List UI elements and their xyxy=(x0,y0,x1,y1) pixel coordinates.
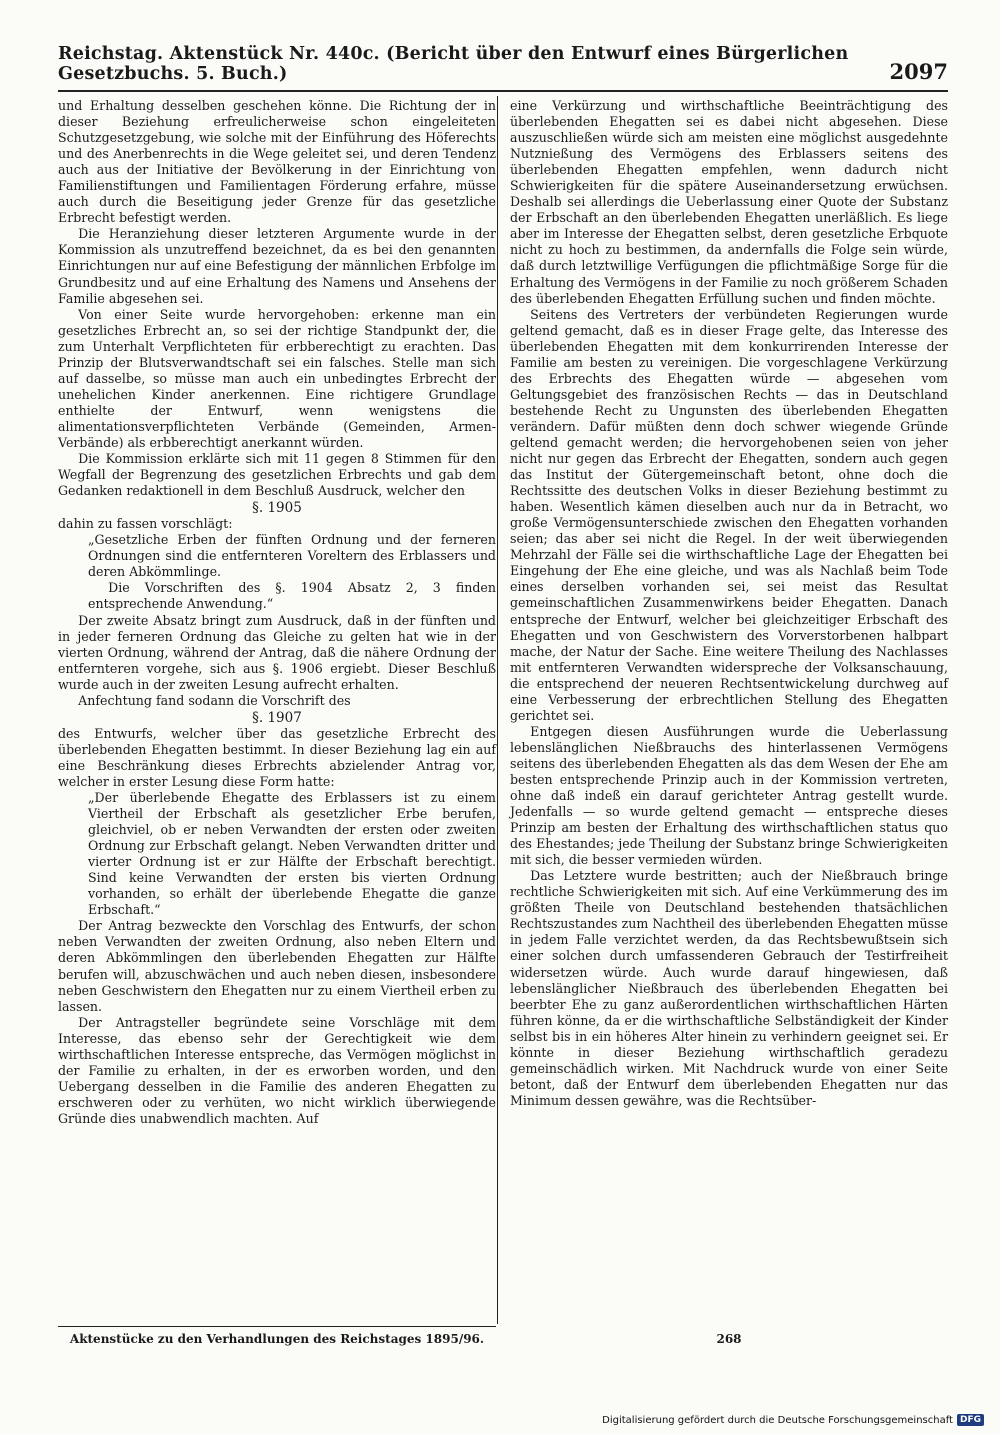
paragraph: und Erhaltung desselben geschehen könne. Die Richtung der in dieser Beziehung erfreulicherweise schon eingeleiteten Schutzgesetzgebung, wie solche mit der Einführung des Höferechts und des Anerbenrechts in die Wege geleitet sei, und deren Tendenz auch aus der Initiative der Bevölkerung in der Einrichtung von Familienstiftungen und Familientagen Förderung erfahre, müsse auch durch die Beseitigung jeder Grenze für das gesetzliche Erbrecht befestigt werden. xyxy=(58,98,496,226)
paragraph: Die Heranziehung dieser letzteren Argumente wurde in der Kommission als unzutreffend bezeichnet, da es bei den genannten Einrichtungen nur auf eine Befestigung der männlichen Erbfolge im Grundbesitz und auf eine Erhaltung des Namens und Ansehens der Familie abgesehen sei. xyxy=(58,226,496,306)
header-title: Reichstag. Aktenstück Nr. 440c. (Bericht über den Entwurf eines Bürgerlichen Gesetzbuchs. 5. Buch.) xyxy=(58,44,849,84)
paragraph: eine Verkürzung und wirthschaftliche Beeinträchtigung des überlebenden Ehegatten sei es dabei nicht abgesehen. Diese auszuschließen würde sich am meisten eine möglichst ausgedehnte Nutznießung des Vermögens des Erblassers seitens des überlebenden Ehegatten empfehlen, wenn dadurch nicht Schwierigkeiten für die spätere Auseinandersetzung erwüchsen. Deshalb sei allerdings die Ueberlassung einer Quote der Substanz der Erbschaft an den überlebenden Ehegatten unerläßlich. Es liege aber im Interesse der Ehegatten selbst, deren gesetzliche Erbquote nicht zu hoch zu bestimmen, da andernfalls die Folge sein würde, daß durch letztwillige Verfügungen die pflichtmäßige Sorge für die Erhaltung des Vermögens in der Familie zu noch größerem Schaden des überlebenden Ehegatten Erfüllung suchen und finden möchte. xyxy=(510,98,948,306)
section-heading-1905: §. 1905 xyxy=(252,500,302,517)
paragraph: Die Kommission erklärte sich mit 11 gegen 8 Stimmen für den Wegfall der Begrenzung des gesetzlichen Erbrechts und gab dem Gedanken redaktionell in dem Beschluß Ausdruck, welcher den xyxy=(58,451,496,499)
footer-signature: Aktenstücke zu den Verhandlungen des Reichstages 1895/96. xyxy=(69,1332,485,1346)
paragraph: dahin zu fassen vorschlägt: xyxy=(58,516,233,532)
digitization-credit xyxy=(602,1414,984,1426)
paragraph: Der zweite Absatz bringt zum Ausdruck, daß in der fünften und in jeder ferneren Ordnung das Gleiche zu gelten hat wie in der vierten Ordnung, während der Antrag, daß die nähere Ordnung der entfernteren vorgehe, sich aus §. 1906 ergiebt. Dieser Beschluß wurde auch in der zweiten Lesung aufrecht erhalten. xyxy=(58,612,496,692)
paragraph: Seitens des Vertreters der verbündeten Regierungen wurde geltend gemacht, daß es in dieser Frage gelte, das Interesse des überlebenden Ehegatten mit dem konkurrirenden Interesse der Familie am besten zu vereinigen. Die vorgeschlagene Verkürzung des Erbrechts des Ehegatten würde — abgesehen vom Geltungsgebiet des französischen Rechts — das in Deutschland bestehende Recht zu Ungunsten des überlebenden Ehegatten verändern. Dafür müßten denn doch schwer wiegende Gründe geltend gemacht werden; die hervorgehobenen seien von jeher nicht nur gegen das Erbrecht der Ehegatten, sondern auch gegen das Institut der Gütergemeinschaft betont, ohne doch die Rechtssitte des deutschen Volks in dieser Beziehung bestimmt zu haben. Wesentlich kämen dieselben auch nur da in Betracht, wo große Vermögensunterschiede zwischen den Ehegatten vorhanden seien; das aber sei nicht die Regel. In der weit überwiegenden Mehrzahl der Fälle sei die wirthschaftliche Lage der Ehegatten bei Eingehung der Ehe eine gleiche, und was als Nachlaß beim Tode eines derselben vorhanden sei, sei meist das Resultat gemeinschaftlichen Zusammenwirkens beider Ehegatten. Danach entspreche der Entwurf, welcher bei gleichzeitiger Erbschaft des Ehegatten und von Geschwistern des Vorverstorbenen halbpart mache, der Natur der Sache. Eine weitere Theilung des Nachlasses mit entfernteren Verwandten widerspreche der Volksanschauung, die entsprechend der neueren Rechtsentwickelung durchweg auf eine Verbesserung der erbrechtlichen Stellung des Ehegatten gerichtet sei. xyxy=(510,306,948,723)
sheet-number: 268 xyxy=(716,1332,742,1346)
quoted-motion: „Der überlebende Ehegatte des Erblassers ist zu einem Viertheil der Erbschaft als gesetzlicher Erbe berufen, gleichviel, ob er neben Verwandten der ersten oder zweiten Ordnung zur Erbschaft gelangt. Neben Verwandten dritter und vierter Ordnung ist er zur Hälfte der Erbschaft berechtigt. Sind keine Verwandten der ersten bis vierten Ordnung vorhanden, so erhält der überlebende Ehegatte die ganze Erbschaft.“ xyxy=(88,790,496,918)
dfg-logo-icon: DFG xyxy=(957,1414,984,1426)
paragraph: Der Antrag bezweckte den Vorschlag des Entwurfs, der schon neben Verwandten der zweiten Ordnung, also neben Eltern und deren Abkömmlingen den überlebenden Ehegatten zur Hälfte berufen will, abzuschwächen und auch neben diesen, insbesondere neben Geschwistern den Ehegatten nur zu einem Viertheil erben zu lassen. xyxy=(58,918,496,1014)
quoted-provision: „Gesetzliche Erben der fünften Ordnung und der ferneren Ordnungen sind die entfernteren Voreltern des Erblassers und deren Abkömmlinge. xyxy=(88,532,496,580)
quoted-provision: Die Vorschriften des §. 1904 Absatz 2, 3 finden entsprechende Anwendung.“ xyxy=(88,580,496,612)
footer-rule xyxy=(58,1326,496,1327)
paragraph: Das Letztere wurde bestritten; auch der Nießbrauch bringe rechtliche Schwierigkeiten mit sich. Auf eine Verkümmerung des im größten Theile von Deutschland bestehenden thatsächlichen Rechtszustandes zum Nachtheil des überlebenden Ehegatten müsse in jedem Falle verzichtet werden, da das Rechtsbewußtsein sich einer solchen durch umfassenderen Gebrauch der Testirfreiheit widersetzen würde. Auch wurde darauf hingewiesen, daß lebenslänglicher Nießbrauch des überlebenden Ehegatten bei beerbter Ehe zu ganz außerordentlichen wirthschaftlichen Härten führen könne, da er die wirthschaftliche Selbständigkeit der Kinder selbst bis in ein höheres Alter hinein zu verhindern geeignet sei. Er könnte in dieser Beziehung wirthschaftlich geradezu gemeinschädlich wirken. Mit Nachdruck wurde von einer Seite betont, daß der Entwurf dem überlebenden Ehegatten nur das Minimum dessen gewähre, was die Rechtsüber- xyxy=(510,868,948,1108)
left-column xyxy=(58,98,496,1127)
paragraph: Entgegen diesen Ausführungen wurde die Ueberlassung lebenslänglichen Nießbrauchs des hinterlassenen Vermögens seitens des überlebenden Ehegatten als das dem Wesen der Ehe am besten entsprechende Prinzip auch in der Kommission vertreten, ohne daß indeß ein darauf gerichteter Antrag gestellt wurde. Jedenfalls — so wurde geltend gemacht — entspreche dieses Prinzip am besten der Erhaltung des wirthschaftlichen status quo des Ehestandes; jede Theilung der Substanz bringe Schwierigkeiten mit sich, die besser vermieden würden. xyxy=(510,723,948,868)
page-number: 2097 xyxy=(889,59,948,84)
paragraph: des Entwurfs, welcher über das gesetzliche Erbrecht des überlebenden Ehegatten bestimmt. In dieser Beziehung lag ein auf eine Beschränkung dieses Erbrechts abzielender Antrag vor, welcher in erster Lesung diese Form hatte: xyxy=(58,725,496,789)
running-header xyxy=(58,40,948,84)
credit-text: Digitalisierung gefördert durch die Deutsche Forschungsgemeinschaft xyxy=(602,1414,953,1426)
paragraph: Anfechtung fand sodann die Vorschrift des xyxy=(78,692,351,708)
right-column xyxy=(510,98,948,1109)
paragraph: Von einer Seite wurde hervorgehoben: erkenne man ein gesetzliches Erbrecht an, so sei der richtige Standpunkt der, die zum Unterhalt Verpflichteten für erbberechtigt zu erachten. Das Prinzip der Blutsverwandtschaft sei ein falsches. Stelle man sich auf dasselbe, so müsse man auch ein unbedingtes Erbrecht der unehelichen Kinder anerkennen. Eine richtigere Grundlage enthielte der Entwurf, wenn wenigstens die alimentationsverpflichteten Verbände (Gemeinden, Armen-Verbände) als erbberechtigt anerkannt würden. xyxy=(58,306,496,450)
section-heading-1907: §. 1907 xyxy=(252,709,302,726)
header-rule xyxy=(58,90,948,92)
column-divider xyxy=(497,96,498,1324)
paragraph: Der Antragsteller begründete seine Vorschläge mit dem Interesse, das ebenso sehr der Gerechtigkeit wie dem wirthschaftlichen Interesse entspreche, das Vermögen möglichst in der Familie zu erhalten, in der es erworben worden, und den Uebergang desselben in die Familie des anderen Ehegatten zu erschweren oder zu verhüten, wo nicht wirklich überwiegende Gründe dies unabwendlich machten. Auf xyxy=(58,1014,496,1126)
